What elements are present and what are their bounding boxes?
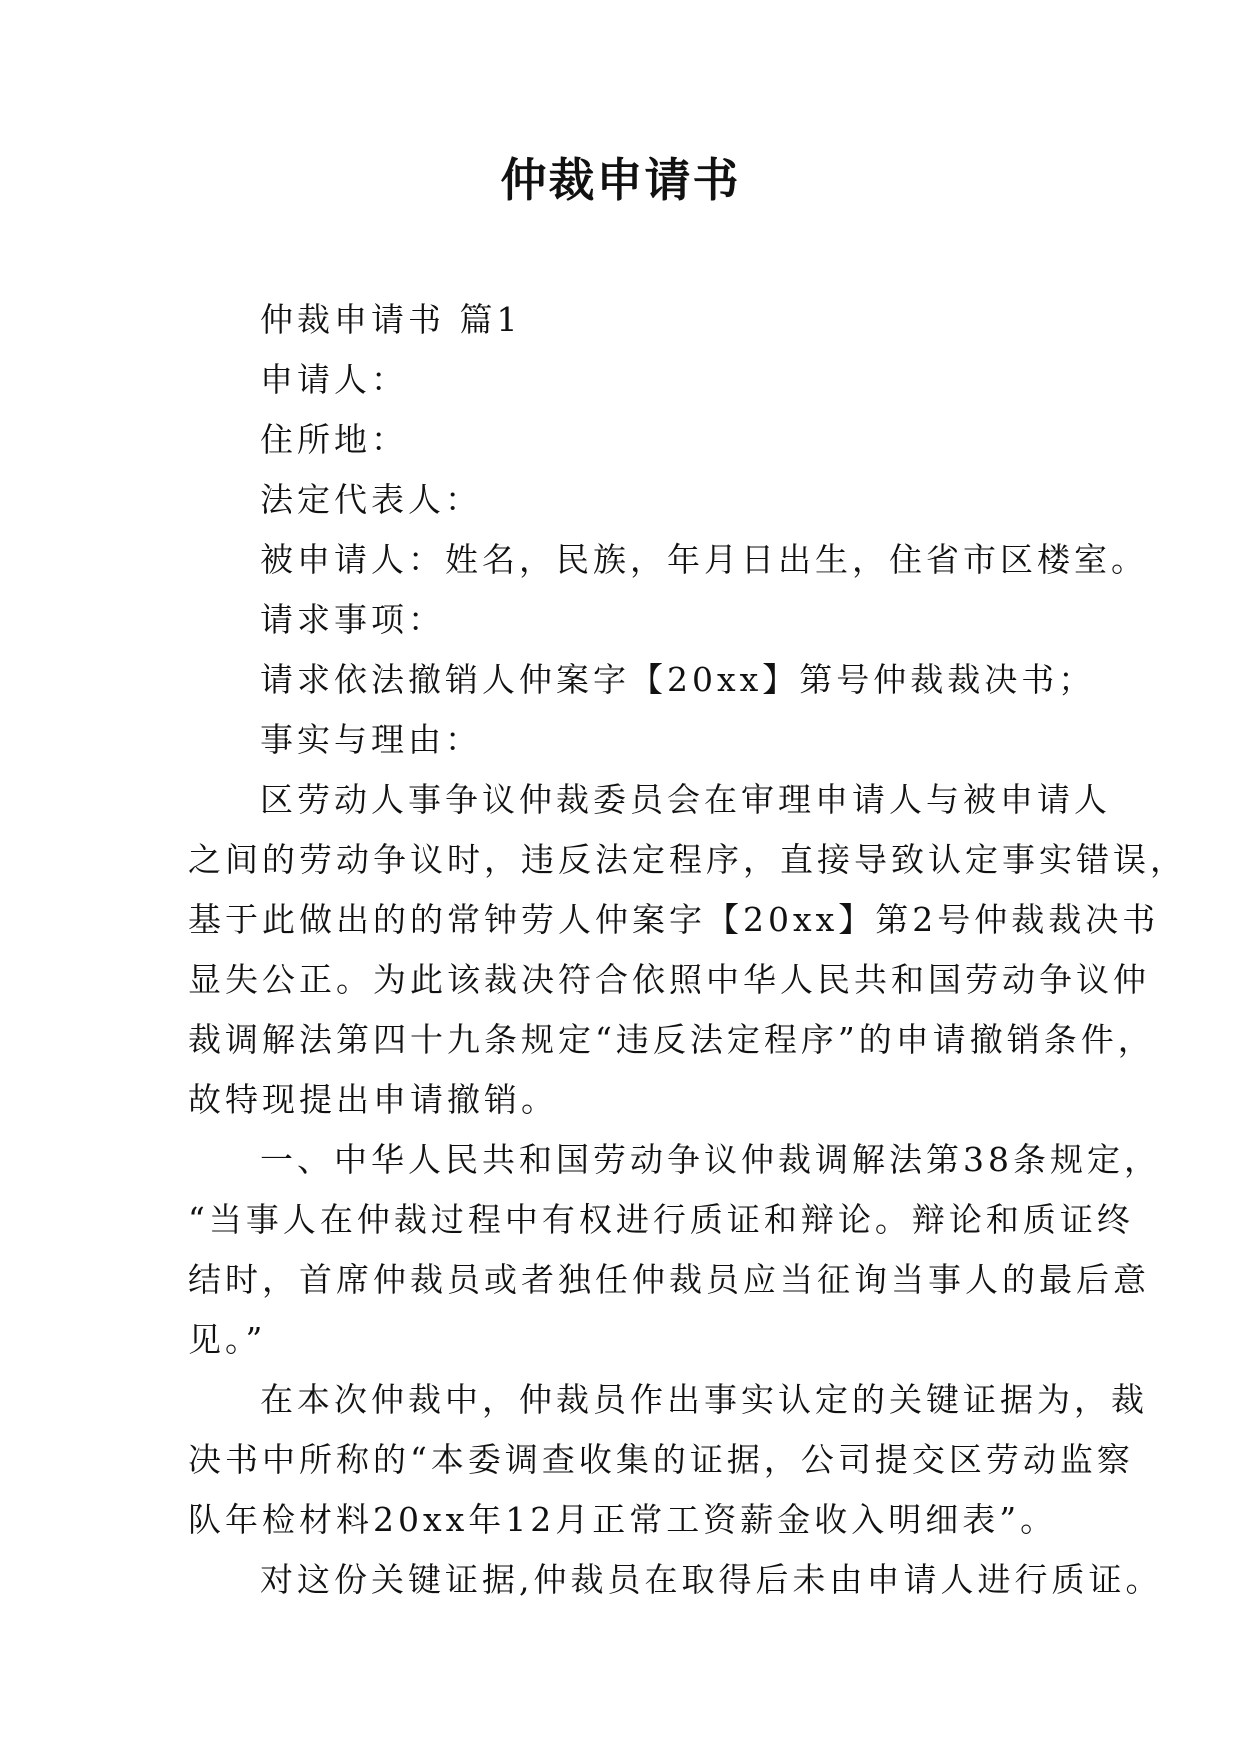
document-title: 仲裁申请书 [500, 153, 741, 207]
facts-heading: 事实与理由： [260, 720, 482, 759]
paragraph-line: 裁调解法第四十九条规定“违反法定程序”的申请撤销条件， [188, 1020, 1155, 1059]
request-item: 请求依法撤销人仲案字【20xx】第号仲裁裁决书； [260, 660, 1096, 699]
requests-heading: 请求事项： [260, 600, 445, 639]
address-line: 住所地： [260, 420, 408, 459]
legal-representative-line: 法定代表人： [260, 480, 482, 519]
paragraph-line: 对这份关键证据,仲裁员在取得后未由申请人进行质证。 [260, 1560, 1163, 1599]
paragraph-line: 结时，首席仲裁员或者独任仲裁员应当征询当事人的最后意 [188, 1260, 1150, 1299]
paragraph-line: 之间的劳动争议时，违反法定程序，直接导致认定事实错误， [188, 840, 1187, 879]
paragraph-line: 队年检材料20xx年12月正常工资薪金收入明细表”。 [188, 1500, 1058, 1539]
paragraph-line: 在本次仲裁中，仲裁员作出事实认定的关键证据为，裁 [260, 1380, 1148, 1419]
paragraph-line: 决书中所称的“本委调查收集的证据，公司提交区劳动监察 [188, 1440, 1134, 1479]
paragraph-line: 基于此做出的的常钟劳人仲案字【20xx】第2号仲裁裁决书 [188, 900, 1160, 939]
paragraph-line: 显失公正。为此该裁决符合依照中华人民共和国劳动争议仲 [188, 960, 1150, 999]
applicant-line: 申请人： [260, 360, 408, 399]
section-heading: 仲裁申请书 篇1 [260, 300, 522, 339]
paragraph-line: 一、中华人民共和国劳动争议仲裁调解法第38条规定， [260, 1140, 1161, 1179]
paragraph-line: 见。” [188, 1320, 267, 1359]
document-body [188, 290, 1187, 1610]
respondent-line: 被申请人：姓名，民族，年月日出生，住省市区楼室。 [260, 540, 1148, 579]
paragraph-line: “当事人在仲裁过程中有权进行质证和辩论。辩论和质证终 [188, 1200, 1134, 1239]
paragraph-line: 区劳动人事争议仲裁委员会在审理申请人与被申请人 [260, 780, 1111, 819]
paragraph-line: 故特现提出申请撤销。 [188, 1080, 558, 1119]
